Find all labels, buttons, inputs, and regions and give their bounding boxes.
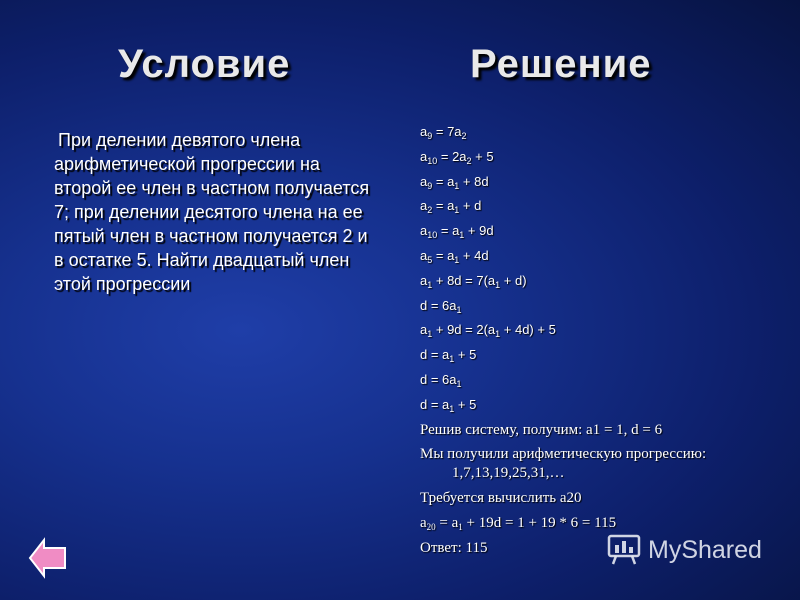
solution-line: $d = a_1 + 5$	[420, 347, 477, 365]
solution-line: $a_{10} = a_1 + 9d$	[420, 223, 494, 241]
solution-line: $a_2 = a_1 + d$	[420, 198, 482, 216]
presentation-board-icon	[606, 534, 642, 566]
solution-line-text: Мы получили арифметическую прогрессию:	[420, 446, 707, 463]
solution-line: $a_1 + 8d = 7(a_1 + d)$	[420, 272, 527, 290]
solution-line: $a_5 = a_1 + 4d$	[420, 247, 489, 265]
solution-line	[420, 442, 790, 486]
solution-line: $d = 6a_1$	[420, 371, 462, 389]
solution-line: $a_{10} = 2a_2 + 5$	[420, 148, 494, 166]
solution-line: $a_1 + 9d = 2(a_1 + 4d) + 5$	[420, 322, 556, 340]
progression-values: 1,7,13,19,25,31,…	[452, 465, 565, 482]
watermark-text: MyShared	[648, 535, 762, 564]
heading-solution: Решение	[470, 42, 652, 86]
solution-line: $a_9 = a_1 + 8d$	[420, 173, 489, 191]
arrow-left-icon	[28, 536, 68, 580]
back-arrow-button[interactable]	[28, 536, 68, 585]
solution-line: Требуется вычислить a20	[420, 490, 582, 507]
solution-line: $d = a_1 + 5$	[420, 396, 477, 414]
answer-line: Ответ: 115	[420, 539, 488, 556]
heading-condition: Условие	[118, 42, 291, 86]
solution-line: $a_{20} = a_1 + 19d = 1 + 19 * 6 = 115$	[420, 515, 617, 533]
solution-line: $a_9 = 7a_2$	[420, 124, 467, 141]
problem-text: При делении девятого члена арифметической прогрессии на второй ее член в частном получается 7; при делении десятого члена на ее пятый член в частном получается 2 и в остатке 5. Найти двадцатый член этой прогрессии	[54, 130, 370, 294]
watermark-logo	[606, 534, 762, 566]
solution-line: $d = 6a_1$	[420, 297, 462, 315]
solution-line: Решив систему, получим: a1 = 1, d = 6	[420, 421, 663, 438]
solution-block	[420, 120, 790, 561]
